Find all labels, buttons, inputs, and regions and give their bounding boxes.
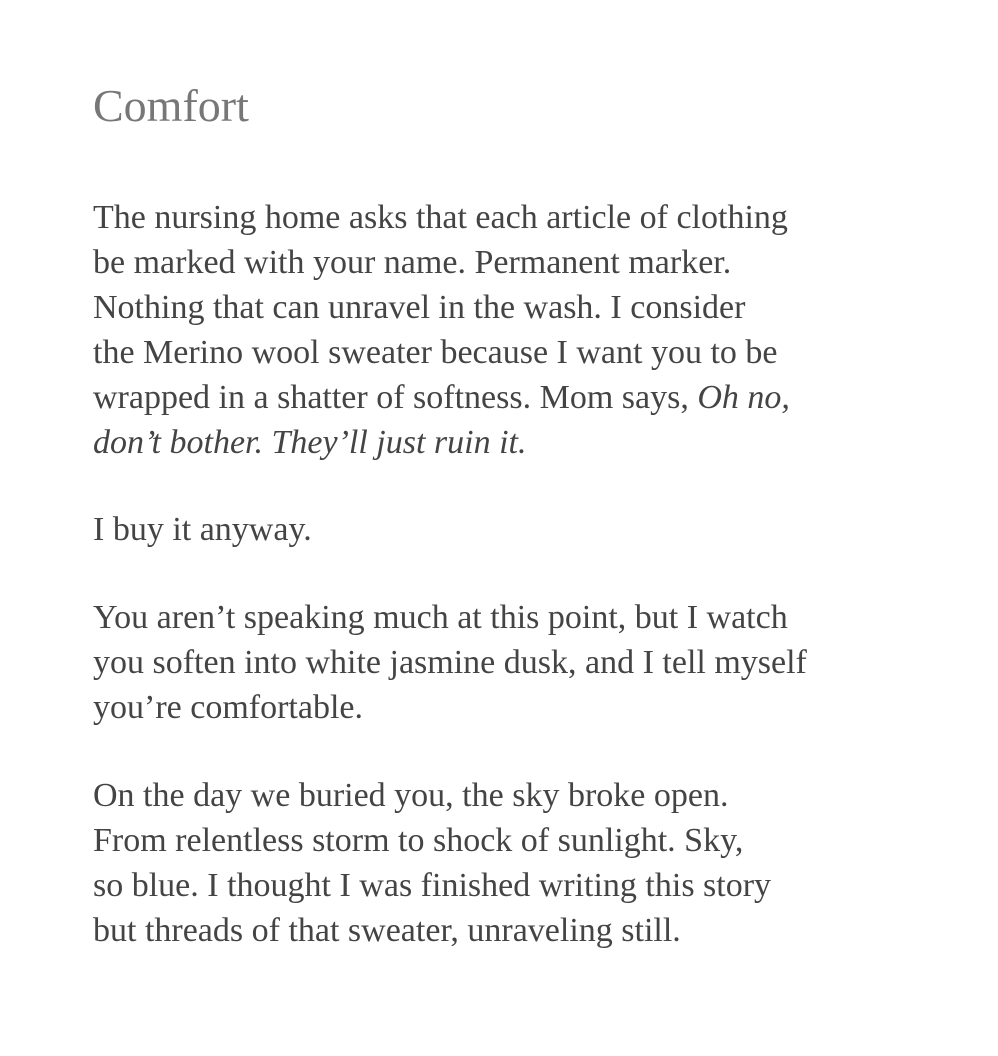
stanza-line xyxy=(93,420,790,465)
stanza-line: so blue. I thought I was finished writing this story xyxy=(93,867,772,904)
stanza-line: you’re comfortable. xyxy=(93,689,363,726)
stanza-3 xyxy=(93,595,807,730)
stanza-line: Nothing that can unravel in the wash. I consider xyxy=(93,289,746,326)
stanza-1 xyxy=(93,195,790,465)
stanza-line: I buy it anyway. xyxy=(93,511,312,548)
stanza-line: The nursing home asks that each article of clothing xyxy=(93,199,788,236)
quoted-speech: Oh no, xyxy=(697,379,790,416)
stanza-line: you soften into white jasmine dusk, and I tell myself xyxy=(93,644,807,681)
stanza-line: the Merino wool sweater because I want you to be xyxy=(93,334,778,371)
stanza-line xyxy=(93,375,790,420)
stanza-line: but threads of that sweater, unraveling still. xyxy=(93,912,681,949)
stanza-line: From relentless storm to shock of sunlight. Sky, xyxy=(93,822,744,859)
stanza-2 xyxy=(93,507,312,552)
stanza-4 xyxy=(93,773,771,953)
stanza-line: be marked with your name. Permanent marker. xyxy=(93,244,732,281)
stanza-line: On the day we buried you, the sky broke open. xyxy=(93,777,729,814)
stanza-line: You aren’t speaking much at this point, but I watch xyxy=(93,599,788,636)
stanza-line-text: wrapped in a shatter of softness. Mom says, xyxy=(93,379,698,416)
quoted-speech: don’t bother. They’ll just ruin it. xyxy=(93,424,527,461)
poem-title: Comfort xyxy=(93,80,249,131)
